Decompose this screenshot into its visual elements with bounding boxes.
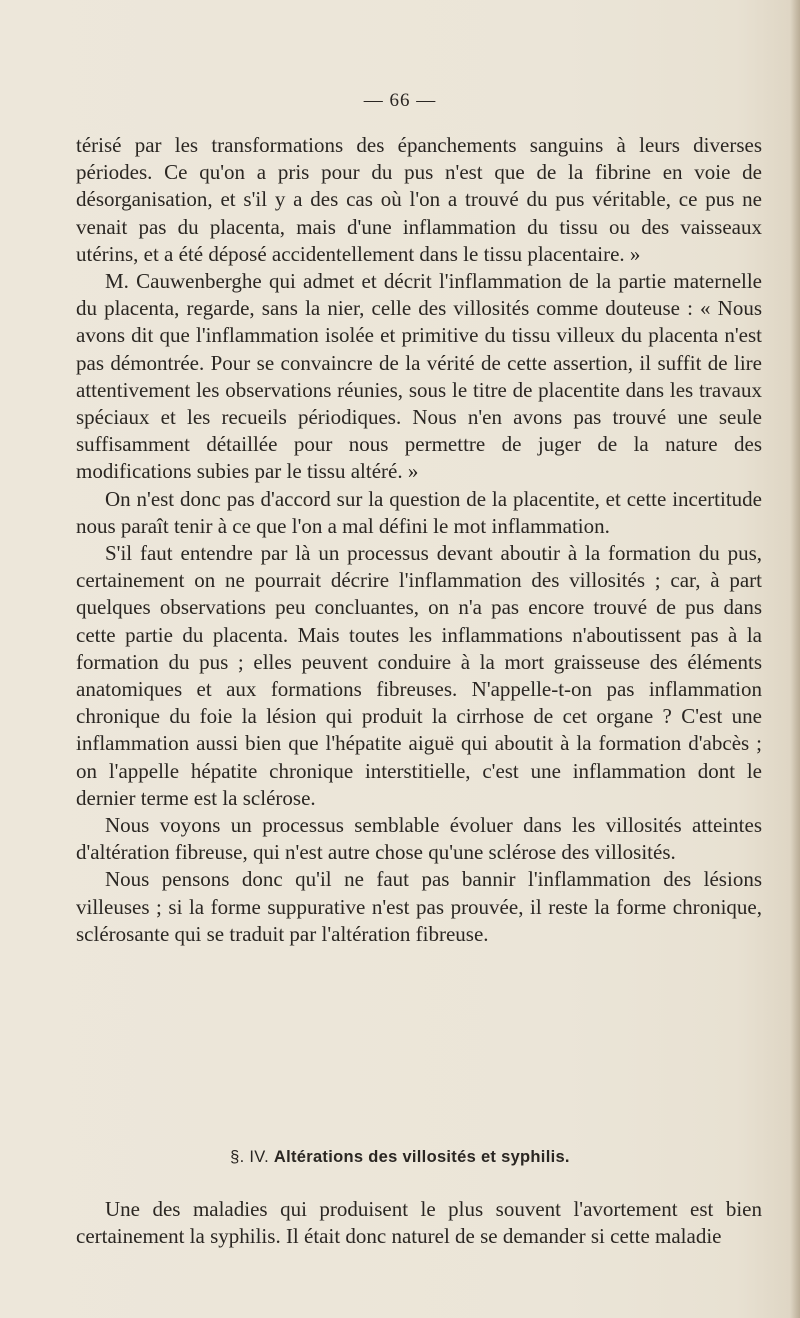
paragraph-cauwenberghe: M. Cauwenberghe qui admet et décrit l'inflammation de la partie maternelle du placenta, regarde, sans la nier, celle des villosités comme douteuse : « Nous avons dit que l'inflammation isolée et primitive du tissu villeux du placenta n'est pas démontrée. Pour se convaincre de la vérité de cette assertion, il suffit de lire attentivement les observations réunies, sous le titre de placentite dans les travaux spéciaux et les recueils périodiques. Nous n'en avons pas trouvé une seule suffisamment détaillée pour nous permettre de juger de la nature des modifications subies par le tissu altéré. » [76, 269, 762, 484]
page-edge-shadow [790, 0, 800, 1318]
paragraph-continuation: térisé par les transformations des épanchements sanguins à leurs diverses périodes. Ce qu'on a pris pour du pus n'est que de la fibrine en voie de désorganisation, et s'il y a des cas où l'on a trouvé du pus véritable, ce pus ne venait pas du placenta, mais d'une inflammation du tissu ou des vaisseaux utérins, et a été déposé accidentellement dans le tissu placentaire. » [76, 133, 762, 266]
paragraph-placentite: On n'est donc pas d'accord sur la question de la placentite, et cette incertitude nous paraît tenir à ce que l'on a mal défini le mot inflammation. [76, 486, 762, 538]
paragraph-conclusion: Nous pensons donc qu'il ne faut pas bannir l'inflammation des lésions villeuses ; si la forme suppurative n'est pas prouvée, il reste la forme chronique, sclérosante qui se traduit par l'altération fibreuse. [76, 867, 762, 946]
paragraph-sclerose: Nous voyons un processus semblable évoluer dans les villosités atteintes d'altération fibreuse, qui n'est autre chose qu'une sclérose des villosités. [76, 813, 762, 865]
section-heading [0, 1148, 800, 1167]
paragraph-processus: S'il faut entendre par là un processus devant aboutir à la formation du pus, certainement on ne pourrait décrire l'inflammation des villosités ; car, à part quelques observations peu concluantes, on n'a pas encore trouvé de pus dans cette partie du placenta. Mais toutes les inflammations n'aboutissent pas à la formation du pus ; elles peuvent conduire à la mort graisseuse des éléments anatomiques et aux formations fibreuses. N'appelle-t-on pas inflammation chronique du foie la lésion qui produit la cirrhose de cet organe ? C'est une inflammation aussi bien que l'hépatite aiguë qui aboutit à la formation d'abcès ; on l'appelle hépatite chronique interstitielle, c'est une inflammation dont le dernier terme est la sclérose. [76, 541, 762, 810]
paragraph-syphilis: Une des maladies qui produisent le plus souvent l'avortement est bien certainement la syphilis. Il était donc naturel de se demander si cette maladie [76, 1197, 762, 1249]
page-number: — 66 — [363, 90, 437, 111]
section-body [76, 1196, 762, 1250]
body-text [76, 132, 762, 948]
section-number: §. IV. [230, 1148, 269, 1166]
section-title: Altérations des villosités et syphilis. [273, 1148, 570, 1166]
